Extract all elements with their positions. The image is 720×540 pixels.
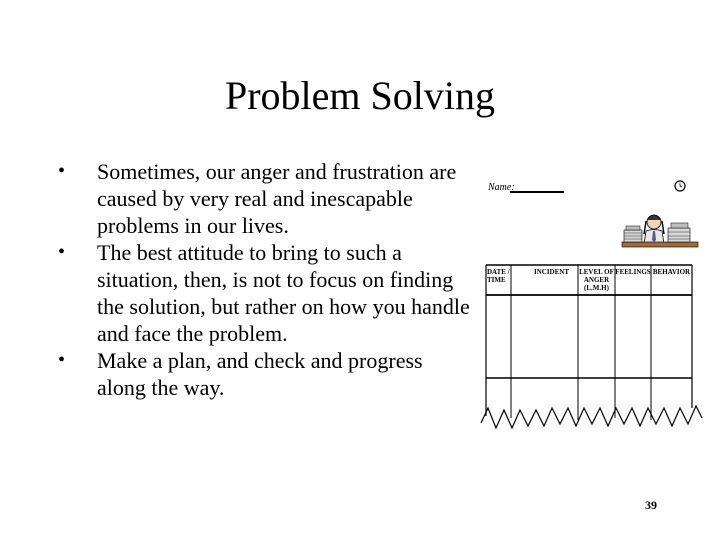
header-behavior: BEHAVIOR: [652, 268, 691, 276]
bullet-list: [50, 158, 470, 401]
bullet-text: The best attitude to bring to such a situation, then, is not to focus on finding the solution, but rather on how you handle and face the problem.: [97, 240, 470, 346]
bullet-item: [50, 239, 470, 347]
bullet-icon: •: [58, 241, 66, 263]
bullet-item: [50, 347, 470, 401]
bullet-icon: •: [58, 160, 66, 182]
bullet-icon: •: [58, 349, 66, 371]
slide-title: Problem Solving: [224, 73, 496, 118]
anger-log-worksheet: [478, 168, 706, 438]
header-incident: INCIDENT: [534, 268, 570, 276]
header-feelings: FEELINGS: [615, 268, 651, 276]
worksheet-name-line: [510, 191, 564, 193]
bullet-text: Sometimes, our anger and frustration are caused by very real and inescapable problems in our lives.: [97, 159, 457, 238]
bullet-item: [50, 158, 470, 239]
bullet-text: Make a plan, and check and progress along the way.: [97, 348, 423, 400]
worksheet-name-label: Name:: [488, 182, 515, 193]
page-number: 39: [645, 498, 657, 512]
header-level-of-anger: LEVEL OF ANGER (L.M.H): [579, 268, 614, 292]
header-date-time: DATE / TIME: [487, 268, 510, 284]
frustrated-person-clipart-icon: [616, 174, 704, 264]
